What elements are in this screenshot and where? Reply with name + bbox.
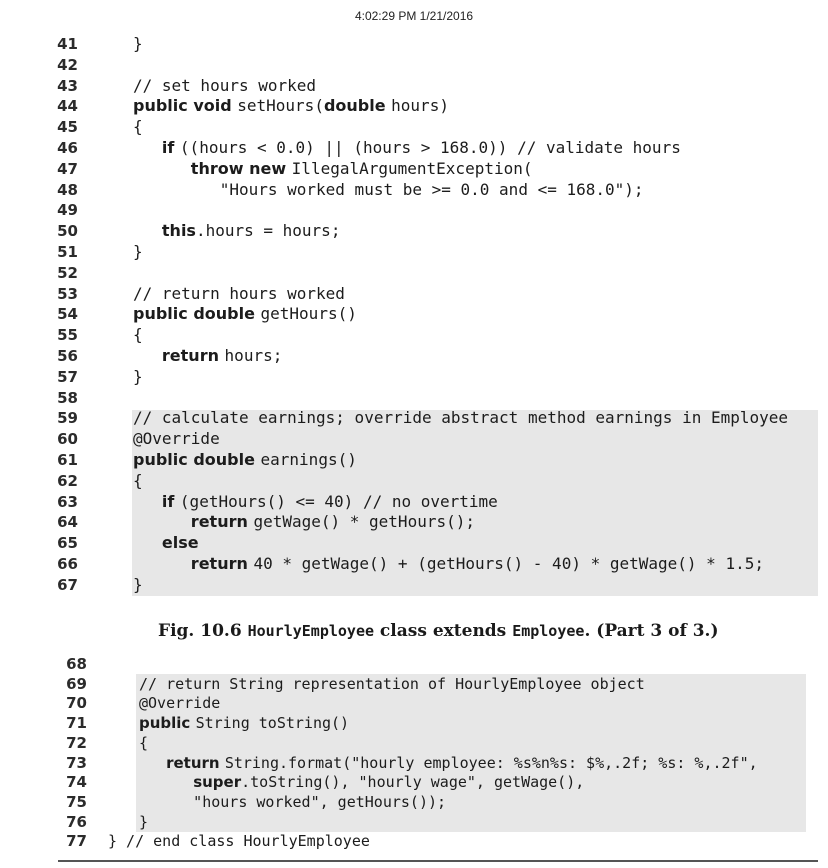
caption-suffix: . (Part 3 of 3.)	[584, 621, 719, 641]
line-number: 68	[66, 655, 87, 673]
code-token: getWage() * getHours();	[253, 512, 475, 532]
line-number: 50	[57, 222, 78, 241]
line-number: 64	[57, 513, 78, 532]
line-number: 65	[57, 534, 78, 553]
code-line-text	[139, 754, 758, 774]
line-number: 66	[57, 555, 78, 573]
code-keyword: throw new	[190, 158, 292, 178]
caption-prefix: Fig. 10.6	[158, 621, 248, 641]
code-token: }	[133, 574, 143, 594]
code-line-text	[133, 533, 199, 554]
code-keyword: return	[190, 512, 254, 532]
code-line-text	[139, 734, 148, 754]
line-number: 54	[57, 305, 78, 324]
code-token: // set hours worked	[133, 75, 317, 95]
line-number: 51	[57, 243, 78, 261]
line-number: 60	[57, 430, 78, 449]
code-token: getHours()	[260, 304, 357, 324]
line-number: 56	[57, 347, 78, 365]
code-token: IllegalArgumentException(	[291, 158, 533, 178]
line-number: 77	[66, 832, 87, 851]
code-token: ((hours < 0.0) || (hours > 168.0)) // validate hours	[179, 138, 681, 157]
line-number: 59	[57, 409, 78, 428]
code-token: .toString(), "hourly wage", getWage(),	[241, 773, 585, 792]
line-number: 73	[66, 753, 87, 772]
line-number: 46	[57, 139, 78, 157]
code-token: hours;	[224, 346, 283, 365]
code-line-text	[133, 159, 533, 180]
bottom-divider	[58, 860, 818, 862]
code-token: .hours = hours;	[195, 221, 341, 241]
code-keyword: return	[161, 346, 225, 365]
code-line-text	[133, 76, 316, 97]
code-keyword: double	[323, 96, 392, 116]
code-line-text	[139, 675, 645, 695]
line-number: 49	[57, 201, 78, 220]
code-line-text	[139, 694, 220, 714]
code-token: {	[133, 117, 143, 137]
code-keyword: this	[161, 221, 196, 241]
code-line-text	[133, 408, 788, 429]
code-keyword: else	[161, 533, 199, 553]
code-token	[133, 346, 162, 365]
code-token: @Override	[139, 694, 221, 713]
code-line-text	[139, 813, 148, 833]
code-token	[139, 754, 166, 772]
line-number: 44	[57, 97, 78, 116]
code-token: (getHours() <= 40) // no overtime	[179, 491, 498, 511]
code-line-text	[133, 96, 449, 117]
code-line-text	[133, 575, 143, 596]
code-token: {	[133, 325, 143, 345]
line-number: 58	[57, 388, 78, 407]
code-token	[133, 159, 191, 178]
code-line-text	[133, 450, 357, 471]
line-number: 53	[57, 284, 78, 303]
line-number: 47	[57, 159, 78, 178]
figure-caption	[158, 621, 719, 641]
code-keyword: super	[193, 773, 242, 792]
line-number: 62	[57, 471, 78, 490]
line-number: 41	[57, 35, 78, 53]
code-token: // return hours worked	[133, 283, 345, 303]
line-number: 67	[57, 575, 78, 594]
code-line-text	[133, 325, 143, 346]
code-keyword: public double	[133, 304, 261, 324]
code-line-text	[133, 304, 357, 325]
caption-class-hourlyemployee: HourlyEmployee	[247, 622, 375, 640]
code-line-text	[139, 793, 446, 813]
code-line-text	[133, 221, 340, 242]
code-line-text	[133, 554, 764, 575]
code-token: }	[133, 366, 143, 386]
code-line-text	[139, 773, 584, 793]
code-keyword: public	[139, 714, 196, 733]
code-line-text	[133, 492, 498, 513]
code-keyword: return	[166, 753, 225, 772]
line-number: 72	[66, 733, 87, 752]
line-number: 42	[57, 55, 78, 74]
code-token	[133, 221, 162, 240]
code-token: @Override	[133, 429, 220, 449]
code-token: String.format("hourly employee: %s%n%s: $%,.2f; %s: %,.2f",	[224, 753, 758, 772]
code-token	[133, 138, 162, 157]
code-keyword: public void	[133, 96, 238, 116]
line-number: 75	[66, 792, 87, 811]
code-line-text	[133, 34, 143, 55]
code-line-text	[133, 367, 143, 388]
code-line-text	[108, 832, 370, 852]
line-number: 61	[57, 451, 78, 469]
code-token	[133, 492, 162, 511]
line-number: 71	[66, 714, 87, 733]
code-token: setHours(	[237, 96, 324, 116]
code-token: earnings()	[260, 450, 357, 469]
line-number: 63	[57, 492, 78, 511]
code-line-text	[133, 346, 282, 367]
code-token: }	[133, 242, 143, 261]
code-token: // return String representation of HourlyEmployee object	[139, 674, 645, 693]
code-keyword: public double	[133, 450, 261, 469]
code-token: // calculate earnings; override abstract method earnings in Employee	[133, 408, 789, 428]
line-number: 76	[66, 812, 87, 831]
line-number: 48	[57, 180, 78, 199]
print-timestamp: 4:02:29 PM 1/21/2016	[354, 9, 474, 23]
code-token: String toString()	[195, 714, 350, 733]
code-keyword: if	[161, 138, 180, 157]
code-token: {	[133, 470, 143, 490]
code-token: hours)	[391, 96, 449, 116]
code-keyword: return	[190, 554, 254, 573]
code-token: "Hours worked must be >= 0.0 and <= 168.0");	[133, 179, 644, 199]
line-number: 70	[66, 694, 87, 713]
line-number: 45	[57, 118, 78, 137]
code-line-text	[133, 180, 644, 201]
code-line-text	[133, 471, 143, 492]
code-keyword: if	[161, 491, 180, 511]
code-line-text	[133, 284, 345, 305]
line-number: 52	[57, 263, 78, 282]
code-token	[133, 512, 191, 531]
code-line-text	[133, 138, 681, 159]
code-line-text	[133, 242, 143, 263]
code-token: {	[139, 733, 149, 752]
code-token: "hours worked", getHours());	[139, 792, 447, 811]
line-number: 57	[57, 367, 78, 386]
code-token	[133, 533, 162, 552]
code-line-text	[133, 512, 475, 533]
caption-class-employee: Employee	[512, 622, 585, 640]
code-token	[133, 554, 191, 573]
code-token	[139, 773, 193, 791]
code-token: }	[139, 812, 149, 831]
code-token: }	[133, 34, 143, 53]
line-number: 69	[66, 674, 87, 693]
code-line-text	[139, 714, 349, 734]
code-token: 40 * getWage() + (getHours() - 40) * getWage() * 1.5;	[253, 554, 764, 573]
line-number: 74	[66, 773, 87, 792]
code-token: } // end class HourlyEmployee	[108, 832, 370, 851]
caption-middle: class extends	[374, 621, 513, 641]
code-line-text	[133, 117, 143, 138]
line-number: 43	[57, 76, 78, 95]
code-line-text	[133, 429, 220, 450]
line-number: 55	[57, 326, 78, 345]
